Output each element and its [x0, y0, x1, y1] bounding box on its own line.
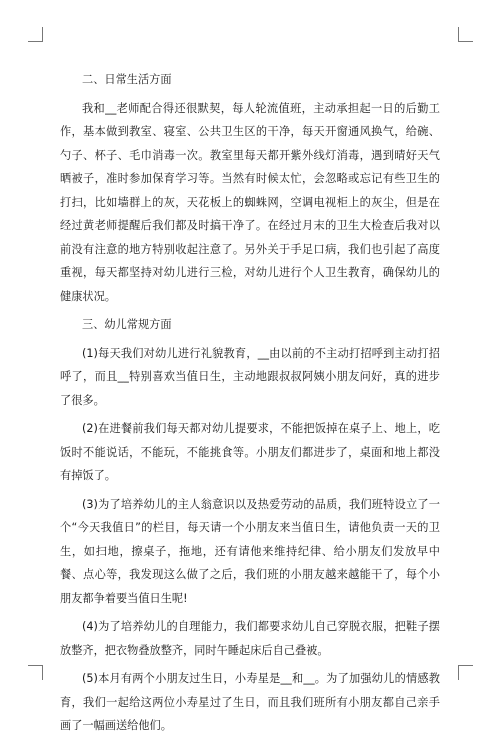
paragraph-routine-2: (2)在进餐前我们每天都对幼儿提要求，不能把饭掉在桌子上、地上，吃饭时不能说话，不能玩，不能挑食等。小朋友们都进步了，桌面和地上都没有掉饭了。 — [60, 422, 440, 482]
paragraph-routine-3: (3)为了培养幼儿的主人翁意识以及热爱劳动的品质，我们班特设立了一个“今天我值日”的栏目，每天请一个小朋友来当值日生，请他负责一天的卫生，如扫地，擦桌子，拖地，还有请他来维持纪律、给小朋友们发放早中餐、点心等，我发现这么做了之后，我们班的小朋友越来越能干了，每个小朋友都争着要当值日生呢! — [60, 497, 440, 605]
crop-mark-bottom-left — [28, 665, 43, 680]
crop-mark-bottom-right — [458, 665, 473, 680]
paragraph-routine-4: (4)为了培养幼儿的自理能力，我们都要求幼儿自己穿脱衣服，把鞋子摆放整齐，把衣物叠放整齐，同时午睡起床后自己叠被。 — [60, 620, 440, 657]
document-body — [60, 68, 440, 743]
crop-mark-top-left — [28, 27, 43, 42]
paragraph-routine-5: (5)本月有两个小朋友过生日，小寿星是__和__。为了加强幼儿的情感教育，我们一起给这两位小寿星过了生日，而且我们班所有小朋友都自己亲手画了一幅画送给他们。 — [60, 672, 440, 732]
section-heading-daily-life: 二、日常生活方面 — [82, 73, 172, 86]
section-heading-routine: 三、幼儿常规方面 — [82, 318, 172, 331]
paragraph-routine-1: (1)每天我们对幼儿进行礼貌教育，__由以前的不主动打招呼到主动打招呼了，而且__特别喜欢当值日生，主动地跟叔叔阿姨小朋友问好，真的进步了很多。 — [60, 346, 440, 407]
paragraph-daily-life: 我和__老师配合得还很默契，每人轮流值班，主动承担起一日的后勤工作，基本做到教室、寝室、公共卫生区的干净，每天开窗通风换气，给碗、勺子、杯子、毛巾消毒一次。教室里每天都开紫外线灯消毒，遇到晴好天气晒被子，准时参加保育学习等。当然有时候太忙，会忽略或忘记有些卫生的打扫，比如墙群上的灰，天花板上的蜘蛛网，空调电视柜上的灰尘，但是在经过黄老师提醒后我们都及时搞干净了。在经过月末的卫生大检查后我对以前没有注意的地方特别收起注意了。另外关于手足口病，我们也引起了高度重视，每天都坚持对幼儿进行三检，对幼儿进行个人卫生教育，确保幼儿的健康状况。 — [60, 101, 440, 303]
crop-mark-top-right — [458, 27, 473, 42]
